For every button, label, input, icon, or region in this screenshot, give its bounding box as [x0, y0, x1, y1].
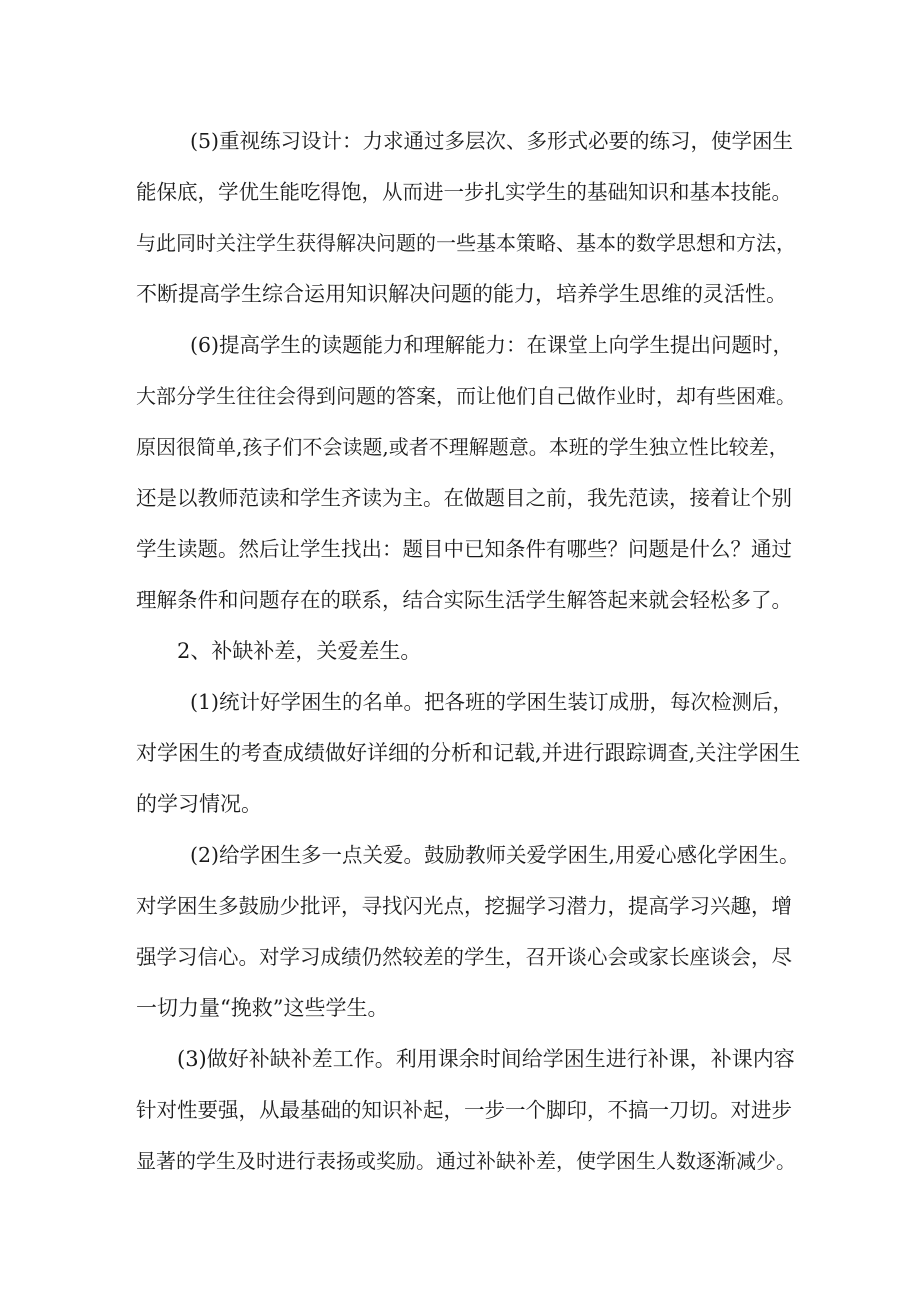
paragraph-5-line-2: 能保底，学优生能吃得饱，从而进一步扎实学生的基础知识和基本技能。 — [136, 180, 792, 204]
paragraph-1-line-2: 对学困生的考查成绩做好详细的分析和记载,并进行跟踪调查,关注学困生 — [136, 741, 801, 765]
paragraph-5-line-1: (5)重视练习设计：力求通过多层次、多形式必要的练习，使学困生 — [190, 129, 794, 153]
paragraph-6-line-2: 大部分学生往往会得到问题的答案，而让他们自己做作业时，却有些困难。 — [136, 384, 796, 408]
paragraph-3-line-3: 显著的学生及时进行表扬或奖励。通过补缺补差，使学困生人数逐渐减少。 — [136, 1149, 796, 1173]
paragraph-6-line-3: 原因很简单,孩子们不会读题,或者不理解题意。本班的学生独立性比较差， — [136, 435, 789, 459]
paragraph-5-line-3: 与此同时关注学生获得解决问题的一些基本策略、基本的数学思想和方法， — [136, 231, 796, 255]
paragraph-6-line-6: 理解条件和问题存在的联系，结合实际生活学生解答起来就会轻松多了。 — [136, 588, 792, 612]
paragraph-2-line-4: 一切力量“挽救”这些学生。 — [136, 996, 389, 1020]
paragraph-2-line-1: (2)给学困生多一点关爱。鼓励教师关爱学困生,用爱心感化学困生。 — [190, 843, 800, 867]
paragraph-2-line-2: 对学困生多鼓励少批评，寻找闪光点，挖掘学习潜力，提高学习兴趣，增 — [136, 894, 792, 918]
paragraph-5-line-4: 不断提高学生综合运用知识解决问题的能力，培养学生思维的灵活性。 — [136, 282, 787, 306]
section-heading-2: 2、补缺补差，关爱差生。 — [177, 639, 422, 663]
paragraph-3-line-2: 针对性要强，从最基础的知识补起，一步一个脚印，不搞一刀切。对进步 — [136, 1098, 792, 1122]
paragraph-1-line-3: 的学习情况。 — [136, 792, 262, 816]
paragraph-1-line-1: (1)统计好学困生的名单。把各班的学困生装订成册，每次检测后， — [190, 690, 794, 714]
paragraph-3-line-1: (3)做好补缺补差工作。利用课余时间给学困生进行补课，补课内容 — [177, 1047, 795, 1071]
paragraph-6-line-4: 还是以教师范读和学生齐读为主。在做题目之前，我先范读，接着让个别 — [136, 486, 792, 510]
paragraph-6-line-1: (6)提高学生的读题能力和理解能力：在课堂上向学生提出问题时， — [190, 333, 794, 357]
paragraph-2-line-3: 强学习信心。对学习成绩仍然较差的学生，召开谈心会或家长座谈会，尽 — [136, 945, 792, 969]
paragraph-6-line-5: 学生读题。然后让学生找出：题目中已知条件有哪些？问题是什么？通过 — [136, 537, 792, 561]
